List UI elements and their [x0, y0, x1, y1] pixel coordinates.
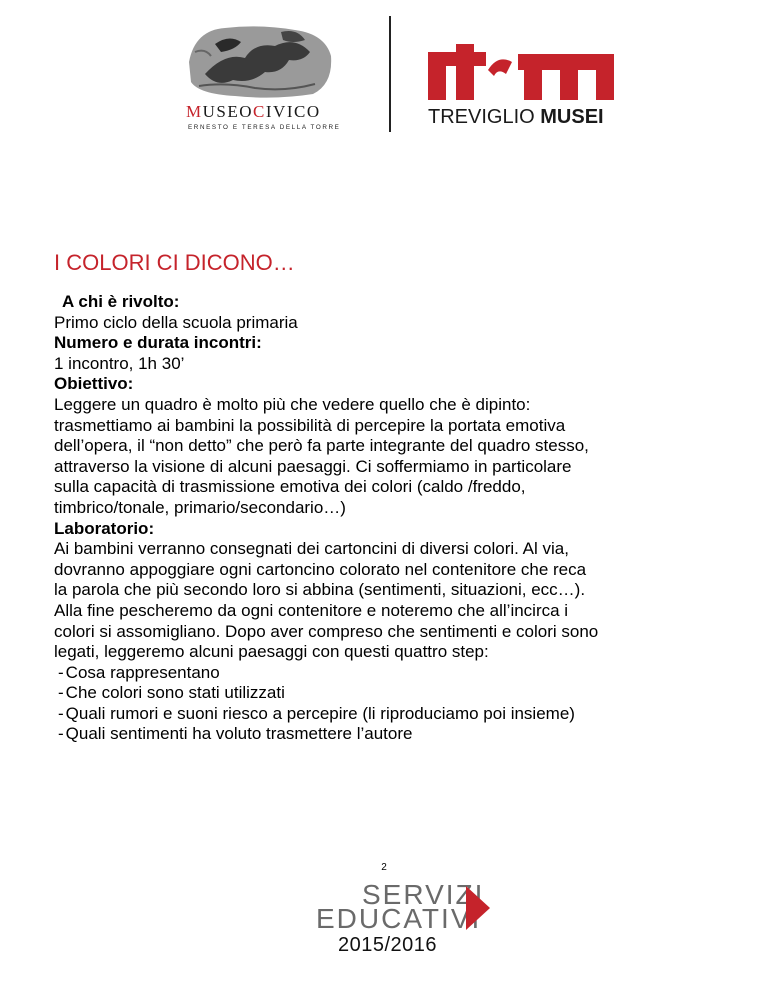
year-text: 2015/2016	[338, 934, 438, 956]
servizi-text: SERVIZI	[362, 879, 485, 910]
steps-list	[54, 663, 734, 745]
tm-logo-mark-icon	[428, 40, 614, 100]
laboratorio-line: legati, leggeremo alcuni paesaggi con questi quattro step:	[54, 642, 489, 662]
laboratorio-line: colori si assomigliano. Dopo aver compreso che sentimenti e colori sono	[54, 621, 599, 641]
obiettivo-line: timbrico/tonale, primario/secondario…)	[54, 497, 346, 517]
obiettivo-line: sulla capacità di trasmissione emotiva dei colori (caldo /freddo,	[54, 477, 526, 497]
durata-label: Numero e durata incontri:	[54, 333, 262, 353]
laboratorio-line: la parola che più secondo loro si abbina (sentimenti, situazioni, ecc…).	[54, 580, 586, 600]
laboratorio-line: dovranno appoggiare ogni cartoncino colorato nel contenitore che reca	[54, 559, 587, 579]
step-item: - Quali rumori e suoni riesco a percepire (li riproduciamo poi insieme)	[58, 704, 734, 725]
page-number: 2	[381, 862, 387, 873]
step-item: - Quali sentimenti ha voluto trasmettere l’autore	[58, 724, 734, 745]
arrow-icon	[466, 886, 490, 930]
rivolto-value: Primo ciclo della scuola primaria	[54, 312, 298, 332]
treviglio-musei-text: TREVIGLIO MUSEI	[428, 106, 604, 128]
museo-civico-name: MUSEOCIVICO	[186, 102, 321, 121]
header	[0, 0, 768, 160]
rivolto-label: A chi è rivolto:	[62, 292, 180, 311]
header-divider	[389, 16, 391, 132]
treviglio-musei-logo	[428, 40, 614, 132]
educativi-text: EDUCATIVI	[316, 903, 482, 934]
step-item: - Che colori sono stati utilizzati	[58, 683, 734, 704]
obiettivo-line: attraverso la visione di alcuni paesaggi. Ci soffermiamo in particolare	[54, 456, 572, 476]
durata-value: 1 incontro, 1h 30’	[54, 353, 185, 373]
museo-civico-logo	[180, 22, 368, 134]
laboratorio-label: Laboratorio:	[54, 518, 155, 538]
page-title: I COLORI CI DICONO…	[54, 250, 295, 275]
laboratorio-line: Alla fine pescheremo da ogni contenitore e noteremo che all’incirca i	[54, 600, 569, 620]
obiettivo-label: Obiettivo:	[54, 374, 134, 394]
laboratorio-line: Ai bambini verranno consegnati dei cartoncini di diversi colori. Al via,	[54, 539, 569, 559]
step-item: - Cosa rappresentano	[58, 663, 734, 684]
main-content	[54, 248, 734, 745]
obiettivo-line: trasmettiamo ai bambini la possibilità di percepire la portata emotiva	[54, 415, 566, 435]
obiettivo-line: dell’opera, il “non detto” che però fa parte integrante del quadro stesso,	[54, 436, 589, 456]
servizi-educativi-logo	[316, 880, 492, 956]
obiettivo-line: Leggere un quadro è molto più che vedere quello che è dipinto:	[54, 394, 531, 414]
relief-sculpture-icon	[185, 22, 335, 100]
museo-civico-subtitle: ERNESTO E TERESA DELLA TORRE	[188, 124, 341, 131]
